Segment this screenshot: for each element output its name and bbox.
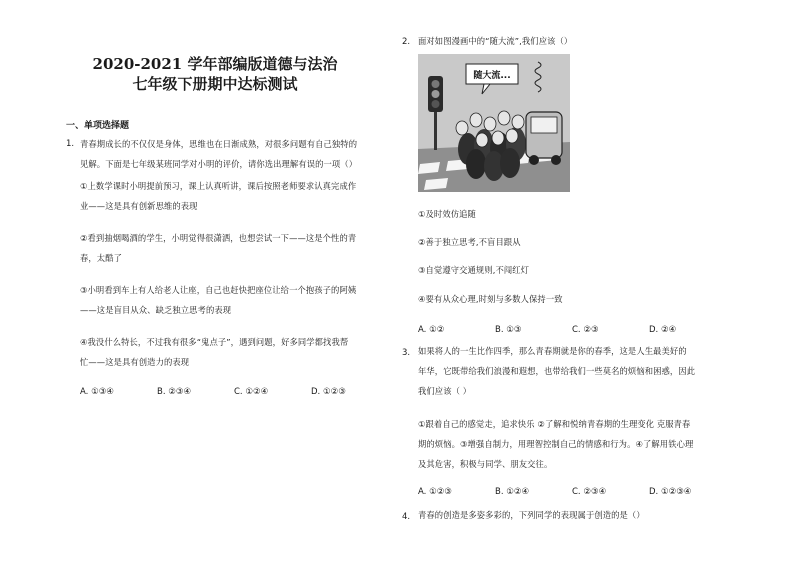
q2-stem-line: 面对如图漫画中的“随大流”,我们应该（） bbox=[418, 36, 573, 46]
q1-s3-line: ③小明看到车上有人给老人让座，自己也赶快把座位让给一个抱孩子的阿姨 bbox=[80, 285, 357, 295]
q3-option-d[interactable]: D. ①②③④ bbox=[649, 487, 692, 497]
exam-title-line1: 2020-2021 学年部编版道德与法治 bbox=[92, 55, 338, 73]
q3-options bbox=[418, 487, 718, 499]
q2-s4-line: ④要有从众心理,时刻与多数人保持一致 bbox=[418, 294, 563, 304]
q1-statement-4 bbox=[80, 332, 348, 372]
q3-option-c[interactable]: C. ②③④ bbox=[572, 487, 607, 497]
q2-s1-line: ①及时效仿追随 bbox=[418, 209, 476, 219]
q3-option-b[interactable]: B. ①②④ bbox=[495, 487, 530, 497]
q1-options bbox=[80, 387, 380, 399]
q3-stem-line: 如果将人的一生比作四季，那么青春期就是你的春季，这是人生最美好的 bbox=[418, 346, 687, 356]
q2-option-b[interactable]: B. ①③ bbox=[495, 325, 522, 335]
q1-statement-2 bbox=[80, 228, 356, 268]
q3-stem-line: 我们应该（ ） bbox=[418, 386, 472, 396]
q2-s2-line: ②善于独立思考,不盲目跟从 bbox=[418, 237, 521, 247]
q4-number: 4. bbox=[402, 512, 411, 522]
q3-body-line: 期的烦恼。③增强自制力，用理智控制自己的情感和行为。④了解用铁心理 bbox=[418, 439, 694, 449]
q1-s2-line: 春，太酷了 bbox=[80, 253, 122, 263]
q3-number: 3. bbox=[402, 348, 411, 358]
q1-statement-1 bbox=[80, 176, 356, 216]
q1-option-d[interactable]: D. ①②③ bbox=[311, 387, 346, 397]
q2-statement-2 bbox=[418, 232, 521, 252]
q3-option-a[interactable]: A. ①②③ bbox=[418, 487, 452, 497]
q1-option-a[interactable]: A. ①③④ bbox=[80, 387, 114, 397]
q3-stem-line: 年华，它既带给我们浪漫和遐想，也带给我们一些莫名的烦恼和困惑，因此 bbox=[418, 366, 696, 376]
q2-options bbox=[418, 325, 718, 337]
q3-body bbox=[418, 414, 693, 474]
q1-number: 1. bbox=[66, 139, 75, 149]
q2-option-c[interactable]: C. ②③ bbox=[572, 325, 599, 335]
q1-s4-line: ④我没什么特长，不过我有很多“鬼点子”，遇到问题，好多同学都找我帮 bbox=[80, 337, 349, 347]
crowd-crossing-cartoon bbox=[418, 54, 570, 192]
q2-statement-4 bbox=[418, 289, 563, 309]
q4-stem-line: 青春的创造是多姿多彩的，下列同学的表现属于创造的是（） bbox=[418, 510, 645, 520]
cartoon-car bbox=[526, 112, 562, 165]
q2-option-a[interactable]: A. ①② bbox=[418, 325, 445, 335]
q1-option-b[interactable]: B. ②③④ bbox=[157, 387, 192, 397]
q2-statement-3 bbox=[418, 260, 529, 280]
q3-body-line: ①跟着自己的感觉走，追求快乐 ②了解和悦纳青春期的生理变化 克服青春 bbox=[418, 419, 691, 429]
q2-s3-line: ③自觉遵守交通规则,不闯红灯 bbox=[418, 265, 530, 275]
q2-stem bbox=[418, 31, 572, 51]
q4-stem bbox=[418, 505, 645, 525]
q1-stem bbox=[80, 134, 357, 174]
q1-s1-line: ①上数学课时小明提前预习，课上认真听讲，课后按照老师要求认真完成作 bbox=[80, 181, 357, 191]
q1-s2-line: ②看到抽烟喝酒的学生，小明觉得很潇洒，也想尝试一下——这是个性的青 bbox=[80, 233, 357, 243]
q2-statement-1 bbox=[418, 204, 476, 224]
speech-bubble-text: 随大流... bbox=[473, 71, 511, 81]
q1-statement-3 bbox=[80, 280, 356, 320]
q3-stem bbox=[418, 341, 695, 401]
q1-stem-line: 青春期成长的不仅仅是身体，思维也在日渐成熟，对很多问题有自己独特的 bbox=[80, 139, 358, 149]
q1-option-c[interactable]: C. ①②④ bbox=[234, 387, 269, 397]
q1-s4-line: 忙——这是具有创造力的表现 bbox=[80, 357, 190, 367]
q1-s3-line: ——这是盲目从众、缺乏独立思考的表现 bbox=[80, 305, 232, 315]
q2-option-d[interactable]: D. ②④ bbox=[649, 325, 677, 335]
q1-stem-line: 见解。下面是七年级某班同学对小明的评价，请你选出理解有误的一项（） bbox=[80, 159, 358, 169]
section-heading: 一、单项选择题 bbox=[66, 121, 130, 131]
q3-body-line: 及其危害，积极与同学、朋友交往。 bbox=[418, 459, 553, 469]
q2-number: 2. bbox=[402, 37, 411, 47]
exam-title-line2: 七年级下册期中达标测试 bbox=[132, 75, 298, 93]
q1-s1-line: 业——这是具有创新思维的表现 bbox=[80, 201, 198, 211]
